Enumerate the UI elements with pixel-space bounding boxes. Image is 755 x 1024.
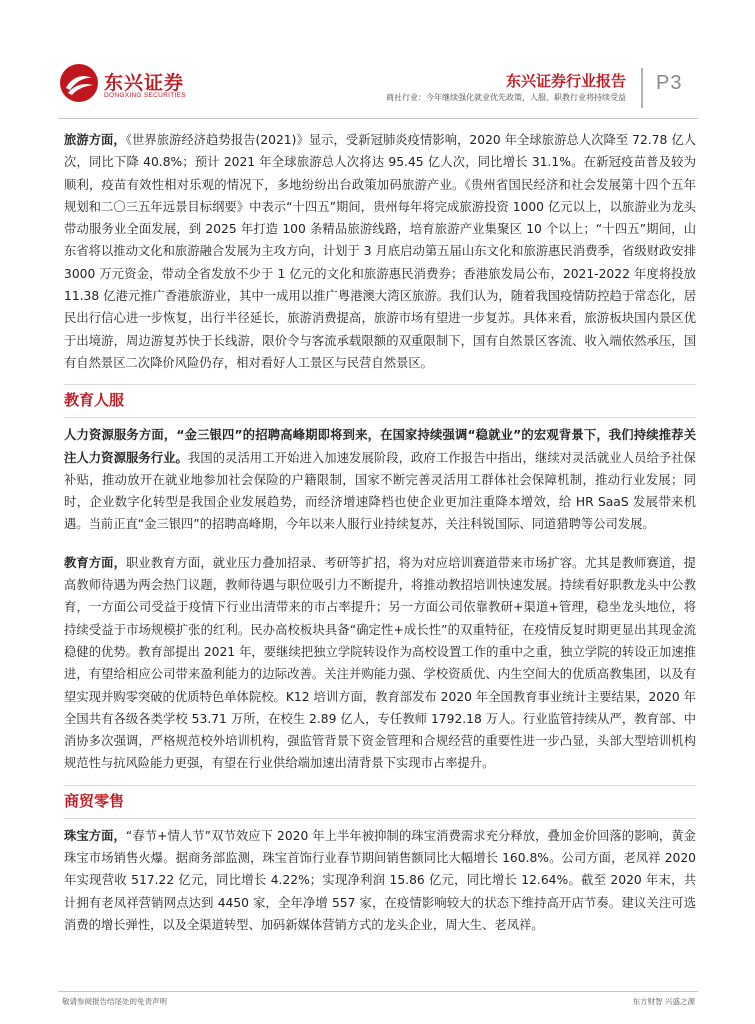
jewelry-lead: 珠宝方面，: [64, 828, 126, 843]
header-rule: [58, 118, 698, 119]
section-title-education-hr: 教育人服: [64, 391, 125, 410]
tourism-text: 《世界旅游经济趋势报告(2021)》显示，受新冠肺炎疫情影响，2020 年全球旅游总人次降至 72.78 亿人次，同比下降 40.8%；预计 2021 年全球旅游总人次将达 95.45 亿人次，同比增长 31.1%。在新冠疫苗普及较为顺利，疫苗有效性相对乐观的情况下，多地纷纷出台政策加码旅游产业。《贵州省国民经济和社会发展第十四个五年规划和二〇三五年远景目标纲要》中表示“十四五”期间，贵州每年将完成旅游投资 1000 亿元以上，以旅游业为龙头带动服务业全面发展，到 2025 年打造 100 条精品旅游线路，培育旅游产业集聚区 10 个以上；“十四五”期间，山东省将以推动文化和旅游融合发展为主攻方向，计划于 3 月底启动第五届山东文化和旅游惠民消费季，省级财政安排 3000 万元资金，带动全省发放不少于 1 亿元的文化和旅游惠民消费券；香港旅发局公布，2021-2022 年度将投放 11.38 亿港元推广香港旅游业，其中一成用以推广粤港澳大湾区旅游。我们认为，随着我国疫情防控趋于常态化，居民出行信心进一步恢复，出行半径延长，旅游消费提高，旅游市场有望进一步复苏。具体来看，旅游板块国内景区优于出境游，周边游复苏快于长线游，限价令与客流承载限额的双重限制下，国有自然景区客流、收入端依然承压，国有自然景区二次降价风险仍存，相对看好人工景区与民营自然景区。: [64, 133, 696, 370]
page-header: [58, 58, 698, 114]
header-divider: [641, 68, 643, 108]
hr-paragraph: [64, 424, 696, 535]
disclaimer-note: 敬请参阅报告结尾处的免责声明: [62, 997, 167, 1006]
page-number: P3: [656, 72, 683, 94]
section-rule-top: [64, 785, 696, 786]
report-title: 东兴证券行业报告: [505, 72, 626, 90]
tourism-lead: 旅游方面，: [64, 133, 126, 147]
hr-lead: 人力资源服务方面，“金三银四”的招聘高峰期即将到来，在国家持续强调“稳就业”的宏观背景下，我们持续推荐关注人力资源服务行业。: [64, 428, 696, 465]
jewelry-text: “春节+情人节”双节效应下 2020 年上半年被抑制的珠宝消费需求充分释放，叠加金价回落的影响，黄金珠宝市场销售火爆。据商务部监测，珠宝首饰行业春节期间销售额同比大幅增长 160.8%。公司方面，老凤祥 2020 年实现营收 517.22 亿元，同比增长 4.22%；实现净利润 15.86 亿元，同比增长 12.64%。截至 2020 年末，共计拥有老凤祥营销网点达到 4450 家，全年净增 557 家，在疫情影响较大的状态下维持高开店节奏。建议关注可选消费的增长弹性，以及全渠道转型、加码新媒体营销方式的龙头企业，周大生、老凤祥。: [64, 828, 696, 932]
section-rule-bottom: [64, 818, 696, 819]
main-content: [64, 129, 696, 936]
section-education-hr: [64, 384, 696, 418]
report-subtitle: 商社行业：今年继续强化就业优先政策，人服、职教行业将持续受益: [386, 93, 626, 102]
section-rule-bottom: [64, 417, 696, 418]
education-paragraph: [64, 552, 696, 775]
section-title-retail: 商贸零售: [64, 791, 125, 810]
footer-rule: [58, 991, 698, 992]
logo-english-name: DONGXING SECURITIES: [104, 92, 186, 99]
section-retail: [64, 785, 696, 819]
footer-slogan: 东方财智 兴盛之源: [632, 997, 695, 1006]
tourism-paragraph: [64, 129, 696, 374]
section-rule-top: [64, 384, 696, 385]
education-lead: 教育方面，: [64, 555, 126, 570]
company-logo: [58, 62, 198, 106]
logo-chinese-name: 东兴证券: [104, 72, 185, 94]
logo-mark-icon: [58, 62, 100, 104]
education-text: 职业教育方面，就业压力叠加招录、考研等扩招，将为对应培训赛道带来市场扩容。尤其是教师赛道，提高教师待遇为两会热门议题，教师待遇与职位吸引力不断提升，将推动教招培训快速发展。持续看好职教龙头中公教育，一方面公司受益于疫情下行业出清带来的市占率提升；另一方面公司依靠教研+渠道+管理，稳坐龙头地位，将持续受益于市场规模扩张的红利。民办高校板块具备“确定性+成长性”的双重特征，在疫情反复时期更显出其现金流稳健的优势。教育部提出 2021 年，要继续把独立学院转设作为高校设置工作的重中之重，独立学院的转设正加速推进，有望给相应公司带来盈利能力的边际改善。关注并购能力强、学校资质优、内生空间大的优质高教集团，以及有望实现并购零突破的优质特色单体院校。K12 培训方面，教育部发布 2020 年全国教育事业统计主要结果，2020 年全国共有各级各类学校 53.71 万所，在校生 2.89 亿人，专任教师 1792.18 万人。行业监管持续从严，教育部、中消协多次强调，严格规范校外培训机构，强监管背景下资金管理和合规经营的重要性进一步凸显，头部大型培训机构规范性与抗风险能力更强，有望在行业供给端加速出清背景下实现市占率提升。: [64, 555, 696, 771]
hr-text: 我国的灵活用工开始进入加速发展阶段，政府工作报告中指出，继续对灵活就业人员给予社保补贴，推动放开在就业地参加社会保险的户籍限制，国家不断完善灵活用工群体社会保障机制，推动行业发展；同时，企业数字化转型是我国企业发展趋势，而经济增速降档也使企业更加注重降本增效，给 HR SaaS 发展带来机遇。当前正直“金三银四”的招聘高峰期，今年以来人服行业持续复苏，关注科锐国际、同道猎聘等公司发展。: [64, 450, 696, 532]
jewelry-paragraph: [64, 825, 696, 936]
